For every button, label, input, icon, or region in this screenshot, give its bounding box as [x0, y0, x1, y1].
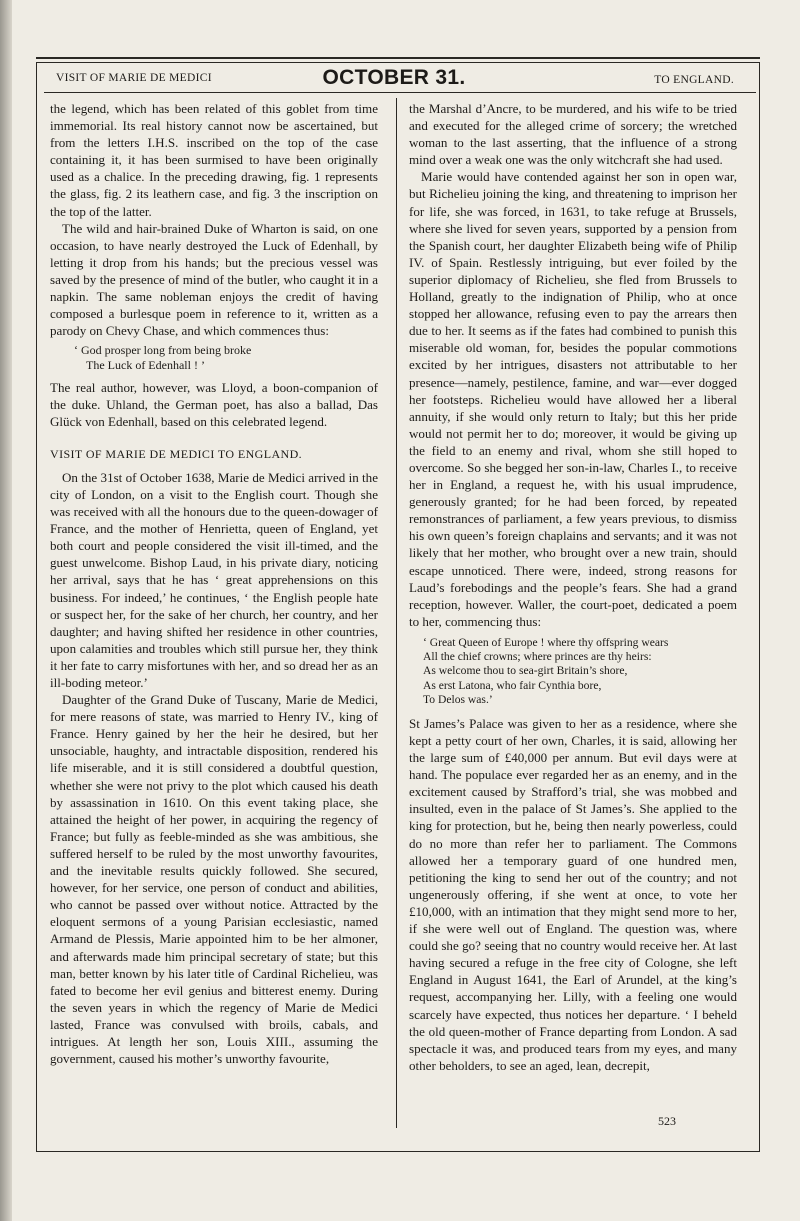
running-header	[48, 66, 740, 92]
verse-line: All the chief crowns; where princes are thy heirs:	[423, 650, 652, 664]
paragraph: the legend, which has been related of this goblet from time immemorial. Its real history cannot now be ascertained, but from the letters I.H.S. inscribed on the top of the case containing it, it has been surmised to have been originally used as a chalice. In the preceding drawing, fig. 1 represents the glass, fig. 2 its leathern case, and fig. 3 the inscription on the top of the latter.	[50, 101, 378, 219]
page-number: 523	[658, 1114, 676, 1128]
page-binding-edge	[0, 0, 12, 1221]
paragraph: Marie would have contended against her son in open war, but Richelieu joining the king, and threatening to imprison her for life, she was forced, in 1631, to take refuge at Brussels, where she lived for seven years, supported by a pension from the Spanish court, her daughter Elizabeth being wife of Philip IV. of Spain. Restlessly intriguing, but ever foiled by the superior diplomacy of Richelieu, she fled from Brussels to Holland, greatly to the indignation of Philip, who at once stopped her allowance, refusing even to pay the arrears then due to her. It seems as if the fates had combined to punish this miserable old woman, for, besides the popular commotions excited by her intrigues, disasters not attributable to her presence—namely, pestilence, famine, and war—ever dogged her footsteps. Richelieu would have allowed her a liberal annuity, if she would only return to Italy; but this her pride would not permit her to do; moreover, it would be giving up the field to an enemy and rival, whom she still hoped to overcome. So she begged her son-in-law, Charles I., to receive her in England, a request he, with his usual imprudence, generously granted; for he had been forced, by repeated remonstrances of parliament, a few years previous, to dismiss his own queen’s foreign chaplains and servants; and it was not likely that her mother, who brought over a new train, should escape unnoticed. There were, indeed, strong reasons for Laud’s forebodings and the people’s fears. She had a grand reception, however. Waller, the court-poet, dedicated a poem to her, commencing thus:	[409, 169, 737, 629]
paragraph: the Marshal d’Ancre, to be murdered, and his wife to be tried and executed for the alleged crime of sorcery; the wretched woman to the last asserting, that the influence of a strong mind over a weak one was the only witchcraft she had used.	[409, 101, 737, 168]
top-rule	[36, 57, 760, 59]
header-date: OCTOBER 31.	[322, 66, 466, 89]
left-column	[50, 100, 378, 1067]
column-divider	[396, 98, 397, 1128]
verse-line: ‘ God prosper long from being broke	[74, 343, 252, 358]
verse-quote	[74, 343, 378, 372]
verse-line: ‘ Great Queen of Europe ! where thy offspring wears	[423, 635, 669, 649]
paragraph: The wild and hair-brained Duke of Wharton is said, on one occasion, to have nearly destroyed the Luck of Edenhall, by letting it drop from his hands; but the precious vessel was saved by the presence of mind of the butler, who caught it in a napkin. The same nobleman enjoys the credit of having composed a burlesque poem in reference to it, written as a parody on Chevy Chase, and which commences thus:	[50, 220, 378, 339]
verse-line: To Delos was.’	[423, 692, 493, 706]
section-heading: VISIT OF MARIE DE MEDICI TO ENGLAND.	[50, 446, 303, 461]
paragraph: On the 31st of October 1638, Marie de Medici arrived in the city of London, on a visit to the English court. Though she was received with all the honours due to the queen-dowager of France, and the mother of Henrietta, queen of England, yet both court and people considered the visit ill-timed, and the guest unwelcome. Bishop Laud, in his private diary, noticing her arrival, says that he has ‘ great apprehensions on this business. For indeed,’ he continues, ‘ the English people hate or suspect her, for the sake of her church, her country, and her daughter; and having shifted her residence in other countries, upon calamities and troubles which still pursue her, they think it her fate to carry misfortunes with her, and so dread her as an ill-boding meteor.’	[50, 469, 378, 690]
verse-line: As erst Latona, who fair Cynthia bore,	[423, 678, 602, 692]
header-rule	[44, 92, 756, 93]
verse-line: The Luck of Edenhall ! ’	[86, 357, 205, 372]
paragraph: Daughter of the Grand Duke of Tuscany, Marie de Medici, for mere reasons of state, was married to Henry IV., king of France. Henry gained by her the heir he desired, but her unsociable, haughty, and intractable disposition, rendered his life miserable, and it is still considered a doubtful question, whether she were not privy to the plot which caused his death by assassination in 1610. On this event taking place, she attained the height of her power, in acquiring the regency of France; but fully as feeble-minded as she was ambitious, she suffered herself to be ruled by the most unworthy favourites, and the inevitable results quickly followed. She secured, however, for her service, one person of conduct and abilities, who cannot be passed over without notice. Attracted by the eloquent sermons of a young Parisian ecclesiastic, named Armand de Plessis, Marie appointed him to be her almoner, and afterwards made him principal secretary of state; but this man, better known by his later title of Cardinal Richelieu, was fated to become her evil genius and bitterest enemy. During the seven years in which the regency of Marie de Medici lasted, France was convulsed with broils, cabals, and intrigues. At length her son, Louis XIII., assuming the government, caused his mother’s unworthy favourite,	[50, 692, 378, 1067]
header-right-title: TO ENGLAND.	[654, 74, 734, 86]
header-left-title: VISIT OF MARIE DE MEDICI	[56, 72, 212, 84]
paragraph: The real author, however, was Lloyd, a boon-companion of the duke. Uhland, the German poet, has also a ballad, Das Glück von Edenhall, based on this celebrated legend.	[50, 379, 378, 429]
paragraph: St James’s Palace was given to her as a residence, where she kept a petty court of her own, Charles, it is said, allowing her the large sum of £40,000 per annum. But evil days were at hand. The populace ever regarded her as an enemy, and in the excitement caused by Strafford’s trial, she was mobbed and insulted, even in the palace of St James’s. She applied to the king for protection, but he, being then nearly powerless, could do no more than refer her to parliament. The Commons allowed her a temporary guard of one hundred men, petitioning the king to send her out of the country; and not ungenerously offering, if she went at once, to vote her £10,000, with an intimation that they might send more to her, if she were well out of England. The question was, where could she go? seeing that no country would receive her. At last having secured a refuge in the free city of Cologne, she left England in August 1641, the Earl of Arundel, at the king’s request, accompanying her. Lilly, with a feeling one would scarcely have expected, thus notices her departure. ‘ I beheld the old queen-mother of France departing from London. A sad spectacle it was, and produced tears from my eyes, and many other beholders, to see an aged, lean, decrepit,	[409, 715, 737, 1073]
verse-quote	[423, 636, 737, 707]
verse-line: As welcome thou to sea-girt Britain’s shore,	[423, 664, 628, 678]
right-column	[409, 100, 737, 1074]
